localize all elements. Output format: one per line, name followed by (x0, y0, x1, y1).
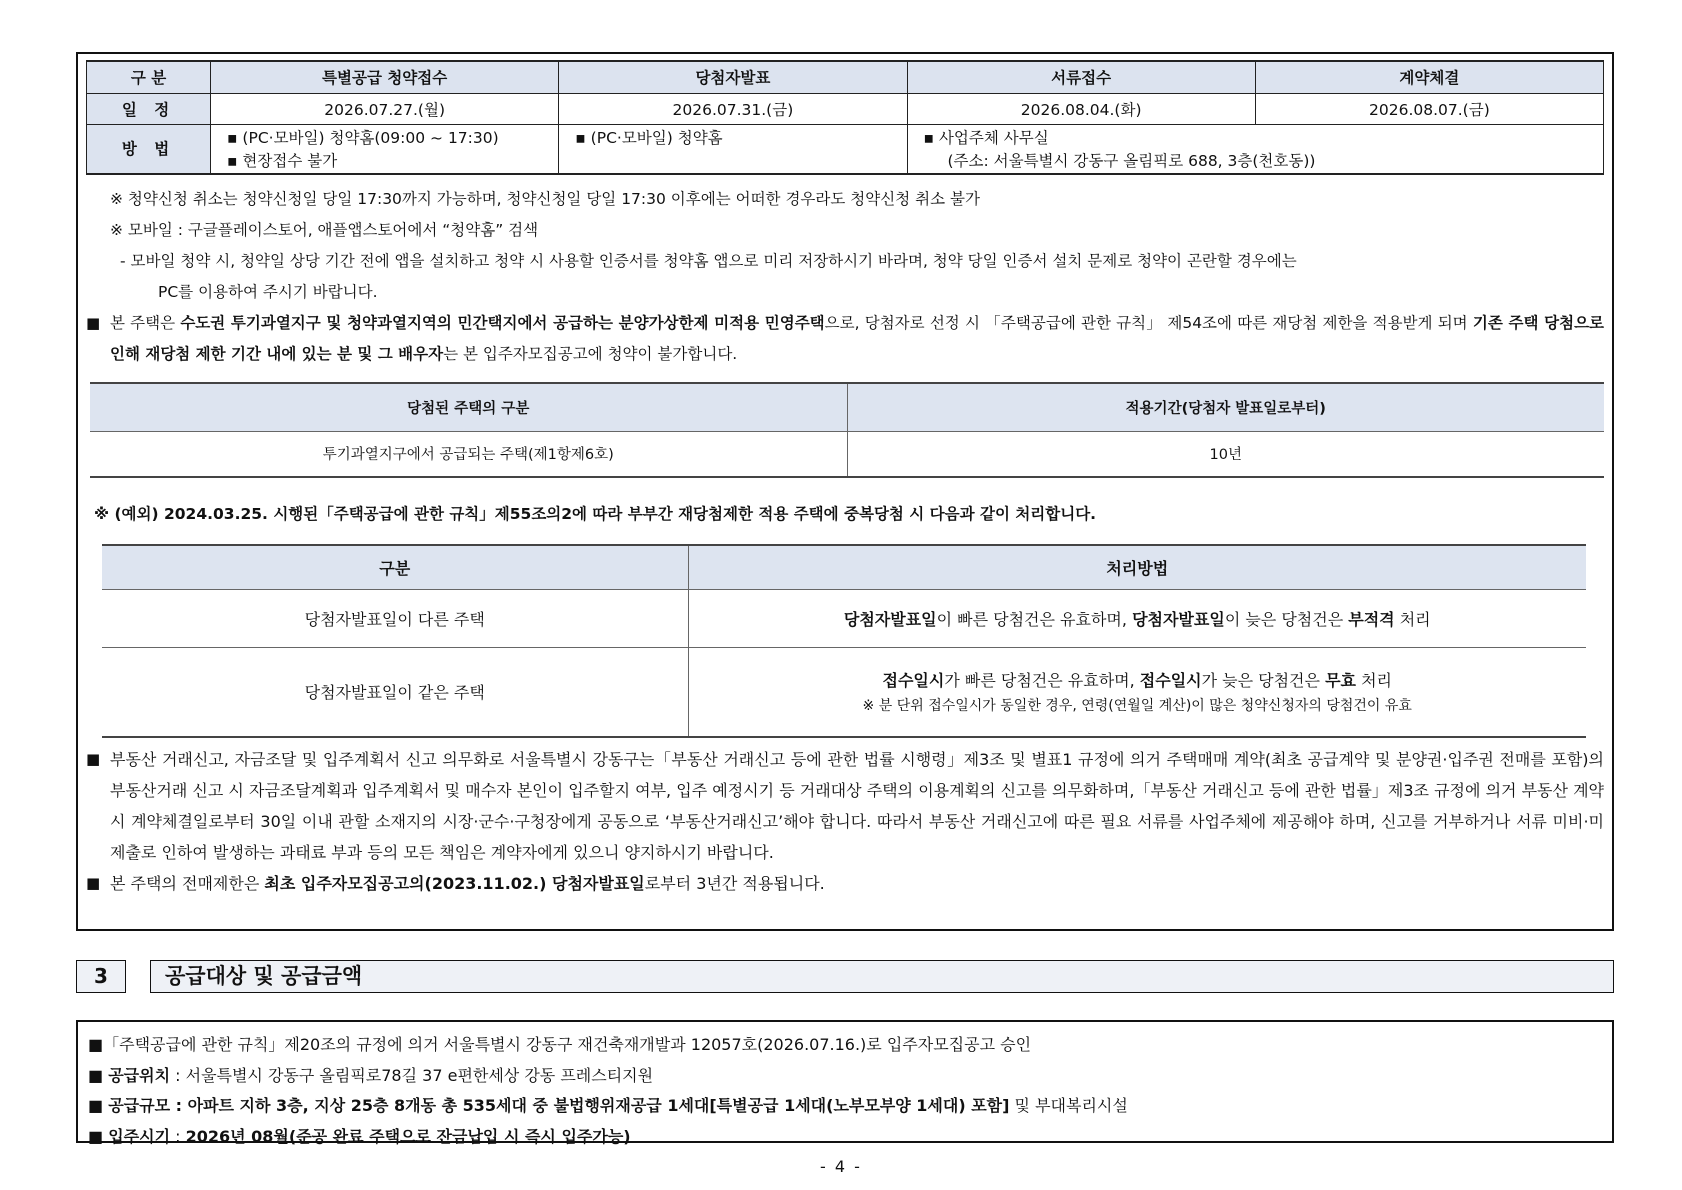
schedule-method-cell (907, 124, 1604, 174)
value: : 아파트 지하 3층, 지상 25층 8개동 총 535세대 중 불법행위재공급 1세대[특별공급 1세대(노부모부양 1세대) 포함] (170, 1096, 1010, 1115)
table-row (102, 589, 1586, 647)
cell-subnote: ※ 분 단위 접수일시가 동일한 경우, 연령(연월일 계산)이 많은 청약신청자의 당첨건이 유효 (862, 698, 1412, 715)
value: : 서울특별시 강동구 올림픽로78길 37 e편한세상 강동 프레스티지원 (170, 1065, 654, 1085)
header-period: 적용기간(당첨자 발표일로부터) (847, 383, 1604, 431)
schedule-header-document-submission: 서류접수 (907, 61, 1255, 93)
text: 이 늦은 당첨건은 (1224, 609, 1349, 629)
note-cancellation: ※ 청약신청 취소는 청약신청일 당일 17:30까지 가능하며, 청약신청일 당일 17:30 이후에는 어떠한 경우라도 청약신청 취소 불가 (110, 190, 980, 208)
bullet-square-icon: ■ (88, 1126, 104, 1146)
schedule-header-winner-announcement: 당첨자발표 (559, 61, 907, 93)
schedule-method-cell (559, 124, 907, 174)
table-row (90, 431, 1604, 477)
note-mobile-detail-cont: PC를 이용하여 주시기 바랍니다. (158, 283, 378, 301)
schedule-header-category: 구 분 (87, 61, 211, 93)
value-tail: 및 부대복리시설 (1009, 1096, 1128, 1115)
emphasis: 최초 입주자모집공고의(2023.11.02.) 당첨자발표일 (264, 874, 645, 893)
schedule-date-cell: 2026.07.31.(금) (559, 93, 907, 124)
emphasis: 접수일시 (1139, 671, 1202, 691)
supply-move-in-line (88, 1122, 1602, 1153)
text: 로부터 3년간 적용됩니다. (644, 874, 825, 893)
emphasis: 당첨자발표일 (843, 609, 937, 629)
schedule-header-contract: 계약체결 (1255, 61, 1603, 93)
text: 본 주택의 전매제한은 (110, 874, 265, 893)
paragraph-rewin-restriction (86, 308, 1604, 370)
cell-house-type: 투기과열지구에서 공급되는 주택(제1항제6호) (90, 431, 847, 477)
value: 2026년 08월(준공 완료 주택으로 잔금납입 시 즉시 입주가능) (185, 1126, 631, 1146)
exception-table (102, 544, 1586, 738)
text: 부동산 거래신고, 자금조달 및 입주계획서 신고 의무화로 서울특별시 강동구는「부동산 거래신고 등에 관한 법률 시행령」제3조 및 별표1 규정에 의거 주택매매 계약(최초 공급계약 및 분양권·입주권 전매를 포함)의 부동산거래 신고 시 자금조달계획과 입주계획서 및 매수자 본인이 입주할지 여부, 입주 예정시기 등 거래대상 주택의 이용계획의 신고를 의무화하며,「부동산 거래신고 등에 관한 법률」제3조 규정에 의거 부동산 계약 시 계약체결일로부터 30일 이내 관할 소재지의 시장·군수·구청장에게 공동으로 ‘부동산거래신고’해야 합니다. 따라서 부동산 거래신고에 따른 필요 서류를 사업주체에 제공해야 하며, 신고를 거부하거나 서류 미비·미제출로 인하여 발생하는 과태료 부과 등의 모든 책임은 계약자에게 있으니 양지하시기 바랍니다. (110, 750, 1604, 862)
label: 입주시기 (108, 1126, 171, 1146)
section-number: 3 (76, 960, 126, 993)
cell-different-date: 당첨자발표일이 다른 주택 (102, 589, 688, 647)
section-title: 공급대상 및 공급금액 (150, 960, 1614, 993)
emphasis: 당첨자발표일 (1132, 609, 1225, 629)
text: 가 늦은 당첨건은 (1201, 671, 1326, 691)
bullet-square-icon: ■ (86, 874, 101, 892)
bullet-square-icon: ■ (86, 750, 101, 768)
notes-section (86, 184, 1604, 370)
text: 이 빠른 당첨건은 유효하며, (936, 609, 1133, 629)
note-mobile-detail: - 모바일 청약 시, 청약일 상당 기간 전에 앱을 설치하고 청약 시 사용할 인증서를 청약홈 앱으로 미리 저장하시기 바라며, 청약 당일 인증서 설치 문제로 청약이 곤란할 경우에는 (120, 252, 1297, 270)
supply-info-box (76, 1020, 1614, 1146)
bullet-square-icon: ■ (88, 1065, 104, 1085)
schedule-date-row (87, 93, 1604, 124)
header-category: 구분 (102, 545, 688, 589)
schedule-date-cell: 2026.08.04.(화) (907, 93, 1255, 124)
label: 공급위치 (108, 1065, 171, 1085)
emphasis: 접수일시 (882, 671, 945, 691)
note-mobile: ※ 모바일 : 구글플레이스토어, 애플앱스토어에서 “청약홈” 검색 (110, 221, 539, 239)
cell-different-date-method (688, 589, 1586, 647)
schedule-header-row (87, 61, 1604, 93)
supply-location-line (88, 1061, 1602, 1092)
text: 처리 (1355, 671, 1392, 691)
text: 「주택공급에 관한 규칙」제20조의 규정에 의거 서울특별시 강동구 재건축재개발과 12057호(2026.07.16.)로 입주자모집공고 승인 (103, 1035, 1032, 1054)
header-house-type: 당첨된 주택의 구분 (90, 383, 847, 431)
emphasis: 부적격 (1348, 609, 1395, 629)
bullet-square-icon: ■ (88, 1035, 104, 1054)
page-number: - 4 - (820, 1157, 862, 1176)
method-line: ▪ 사업주체 사무실 (923, 128, 1049, 147)
method-line: (주소: 서울특별시 강동구 올림픽로 688, 3층(천호동)) (947, 151, 1316, 170)
method-line: ▪ (PC·모바일) 청약홈 (575, 128, 723, 147)
bullet-square-icon: ■ (86, 314, 101, 332)
supply-scale-line (88, 1091, 1602, 1122)
header-method: 처리방법 (688, 545, 1586, 589)
text: 처리 (1394, 609, 1431, 629)
emphasis: 기존 주택 당첨으로 인해 재당첨 제한 기간 내에 있는 분 및 그 배우자 (110, 314, 1605, 363)
method-line: ▪ 현장접수 불가 (227, 151, 338, 170)
table-header-row (90, 383, 1604, 431)
cell-same-date-method (688, 647, 1586, 737)
text: 본 주택은 (110, 314, 181, 332)
schedule-date-label: 일 정 (87, 93, 211, 124)
supply-approval-line (88, 1030, 1602, 1061)
exception-note: ※ (예외) 2024.03.25. 시행된「주택공급에 관한 규칙」제55조의2에 따라 부부간 재당첨제한 적용 주택에 중복당첨 시 다음과 같이 처리합니다. (94, 505, 1097, 523)
emphasis: 수도권 투기과열지구 및 청약과열지역의 민간택지에서 공급하는 분양가상한제 미적용 민영주택 (180, 314, 825, 332)
schedule-method-cell (211, 124, 559, 174)
schedule-table (86, 60, 1604, 175)
schedule-method-row (87, 124, 1604, 174)
schedule-date-cell: 2026.07.27.(월) (211, 93, 559, 124)
label: 공급규모 (108, 1096, 171, 1115)
cell-period: 10년 (847, 431, 1604, 477)
schedule-date-cell: 2026.08.07.(금) (1255, 93, 1603, 124)
table-header-row (102, 545, 1586, 589)
table-row (102, 647, 1586, 737)
schedule-header-special-supply: 특별공급 청약접수 (211, 61, 559, 93)
text: 는 본 입주자모집공고에 청약이 불가합니다. (443, 345, 738, 363)
lower-notes (86, 744, 1604, 899)
emphasis: 무효 (1325, 671, 1356, 691)
section-header (76, 960, 1614, 993)
text: 가 빠른 당첨건은 유효하며, (944, 671, 1140, 691)
paragraph-real-estate-report (86, 744, 1604, 868)
separator: : (170, 1126, 186, 1146)
notice-box-schedule (76, 52, 1614, 931)
bullet-square-icon: ■ (88, 1096, 104, 1115)
schedule-method-label: 방 법 (87, 124, 211, 174)
cell-same-date: 당첨자발표일이 같은 주택 (102, 647, 688, 737)
method-line: ▪ (PC·모바일) 청약홈(09:00 ~ 17:30) (227, 128, 499, 147)
paragraph-resale-restriction (86, 868, 1604, 899)
restriction-period-table (90, 382, 1604, 478)
text: 으로, 당첨자로 선정 시 「주택공급에 관한 규칙」 제54조에 따른 재당첨 제한을 적용받게 되며 (824, 314, 1473, 332)
